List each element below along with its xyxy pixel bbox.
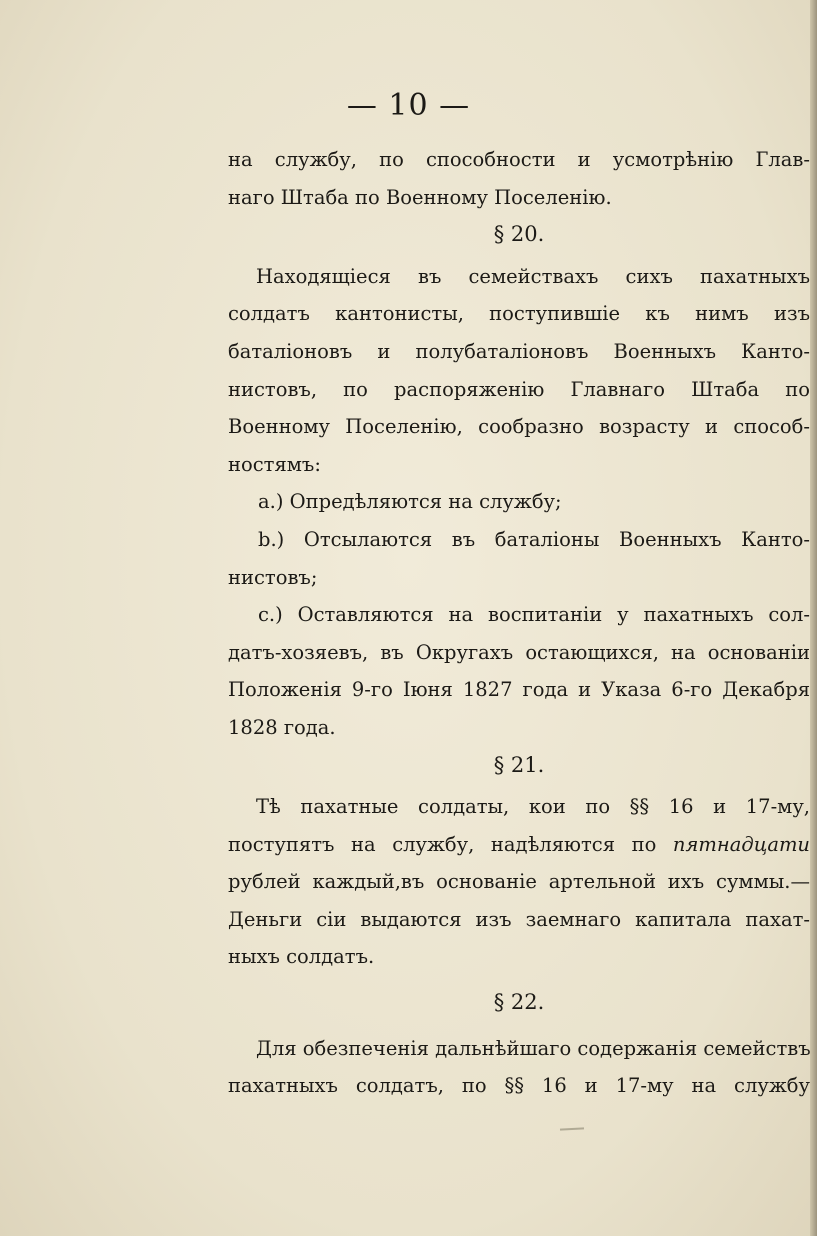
text-line: Деньги сіи выдаются изъ заемнаго капитала пахат-	[228, 907, 810, 931]
text-line: нистовъ;	[228, 565, 318, 589]
text-line: пахатныхъ солдатъ, по §§ 16 и 17-му на службу	[228, 1074, 810, 1098]
section-heading-21: § 21.	[493, 752, 545, 777]
italic-word: пятнадцати	[672, 832, 810, 856]
list-item-b: b.) Отсылаются въ баталіоны Военныхъ Канто-	[258, 527, 810, 551]
section-heading-22: § 22.	[493, 990, 545, 1015]
text-fragment: поступятъ на службу, надѣляются по	[228, 832, 673, 856]
body-text	[228, 141, 810, 1105]
list-item-a: а.) Опредѣляются на службу;	[258, 490, 562, 514]
text-line	[228, 826, 810, 864]
list-item-c: с.) Оставляются на воспитаніи у пахатныхъ сол-	[258, 603, 810, 627]
text-line: Тѣ пахатные солдаты, кои по §§ 16 и 17-му,	[256, 795, 810, 819]
section-heading-20: § 20.	[493, 222, 545, 247]
text-line: 1828 года.	[228, 715, 336, 739]
text-line: солдатъ кантонисты, поступившіе къ нимъ изъ	[228, 302, 810, 326]
text-line: датъ-хозяевъ, въ Округахъ остающихся, на основаніи	[228, 640, 810, 664]
text-line: нистовъ, по распоряженію Главнаго Штаба по	[228, 377, 810, 401]
page-number: — 10 —	[346, 88, 471, 123]
text-line: Военному Поселенію, сообразно возрасту и способ-	[228, 415, 810, 439]
page-edge	[810, 0, 817, 1236]
text-line: рублей каждый,въ основаніе артельной ихъ суммы.—	[228, 870, 810, 894]
text-line: баталіоновъ и полубаталіоновъ Военныхъ Канто-	[228, 339, 810, 363]
text-line: Находящіеся въ семействахъ сихъ пахатныхъ	[256, 264, 810, 288]
text-line: ныхъ солдатъ.	[228, 945, 375, 969]
text-line: Для обезпеченія дальнѣйшаго содержанія семействъ	[256, 1036, 811, 1060]
text-line: Положенія 9-го Іюня 1827 года и Указа 6-го Декабря	[228, 678, 810, 702]
text-line: ностямъ:	[228, 452, 321, 476]
text-line: наго Штаба по Военному Поселенію.	[228, 185, 612, 209]
ink-mark	[560, 1127, 584, 1130]
text-line: на службу, по способности и усмотрѣнію Глав-	[228, 148, 810, 171]
